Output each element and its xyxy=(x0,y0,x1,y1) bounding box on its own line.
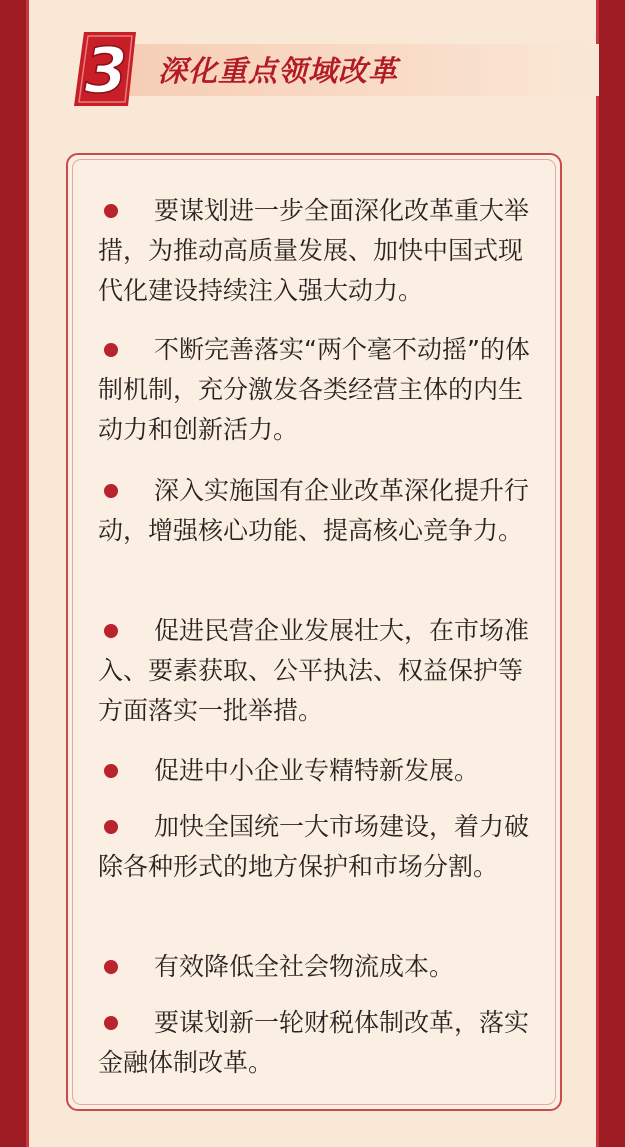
list-item: 有效降低全社会物流成本。 xyxy=(154,952,455,981)
list-item: 要谋划新一轮财税体制改革，落实金融体制改革。 xyxy=(98,1008,530,1077)
frame-edge-left xyxy=(26,0,29,1147)
list-item: 加快全国统一大市场建设，着力破除各种形式的地方保护和市场分割。 xyxy=(98,812,530,881)
list-item: 促进民营企业发展壮大，在市场准入、要素获取、公平执法、权益保护等方面落实一批举措。 xyxy=(98,616,530,725)
list-item: 要谋划进一步全面深化改革重大举措，为推动高质量发展、加快中国式现代化建设持续注入强大动力。 xyxy=(98,196,530,305)
list-item: 深入实施国有企业改革深化提升行动，增强核心功能、提高核心竞争力。 xyxy=(98,476,530,545)
section-number-badge xyxy=(70,26,140,110)
frame-edge-right xyxy=(596,0,599,1147)
section-number: 3 xyxy=(84,34,128,107)
list-item: 促进中小企业专精特新发展。 xyxy=(154,756,480,785)
list-item: 不断完善落实“两个毫不动摇”的体制机制，充分激发各类经营主体的内生动力和创新活力。 xyxy=(98,335,530,444)
section-title: 深化重点领域改革 xyxy=(158,54,399,88)
